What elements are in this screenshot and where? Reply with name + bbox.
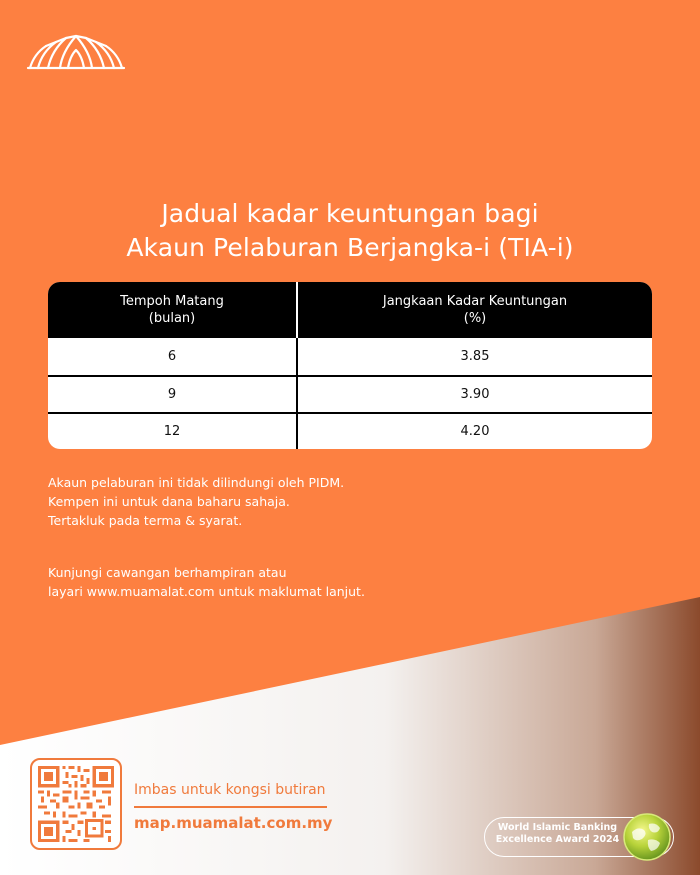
visit-info	[48, 563, 365, 601]
cell-tenure: 9	[48, 377, 298, 412]
note-line: Akaun pelaburan ini tidak dilindungi oleh PIDM.	[48, 475, 345, 490]
award-text	[490, 822, 625, 846]
table-row	[48, 412, 652, 449]
visit-line: Kunjungi cawangan berhampiran atau	[48, 565, 287, 580]
award-line-2: Excellence Award 2024	[495, 834, 620, 845]
award-line-1: World Islamic Banking	[497, 822, 618, 833]
globe-badge-icon	[622, 812, 672, 862]
cell-rate: 3.85	[460, 349, 490, 364]
visit-line: layari www.muamalat.com untuk maklumat lanjut.	[48, 584, 365, 599]
table-body	[48, 338, 652, 449]
cell-rate: 3.90	[460, 387, 490, 402]
cell-tenure: 6	[48, 338, 298, 375]
cell-tenure: 12	[48, 414, 298, 449]
map-url-link[interactable]: map.muamalat.com.my	[134, 814, 333, 832]
profit-rate-table	[48, 282, 652, 449]
divider	[134, 806, 327, 808]
header-tenure-line1: Tempoh Matang	[120, 294, 224, 309]
header-tenure	[48, 282, 298, 338]
scan-label: Imbas untuk kongsi butiran	[134, 782, 326, 798]
muamalat-logo-icon	[26, 28, 126, 72]
header-rate-line1: Jangkaan Kadar Keuntungan	[382, 294, 568, 309]
note-line: Tertakluk pada terma & syarat.	[48, 513, 243, 528]
header-rate-line2: (%)	[463, 311, 487, 326]
qr-code-icon	[38, 766, 114, 842]
disclaimer-notes	[48, 473, 344, 530]
header-rate	[298, 282, 652, 338]
table-row	[48, 338, 652, 375]
cell-rate: 4.20	[460, 424, 490, 439]
qr-code[interactable]	[30, 758, 122, 850]
title-line-2: Akaun Pelaburan Berjangka-i (TIA-i)	[126, 233, 574, 262]
title-line-1: Jadual kadar keuntungan bagi	[161, 199, 539, 228]
table-row	[48, 375, 652, 412]
note-line: Kempen ini untuk dana baharu sahaja.	[48, 494, 290, 509]
page-title	[0, 197, 700, 265]
header-tenure-line2: (bulan)	[148, 311, 196, 326]
table-header	[48, 282, 652, 338]
